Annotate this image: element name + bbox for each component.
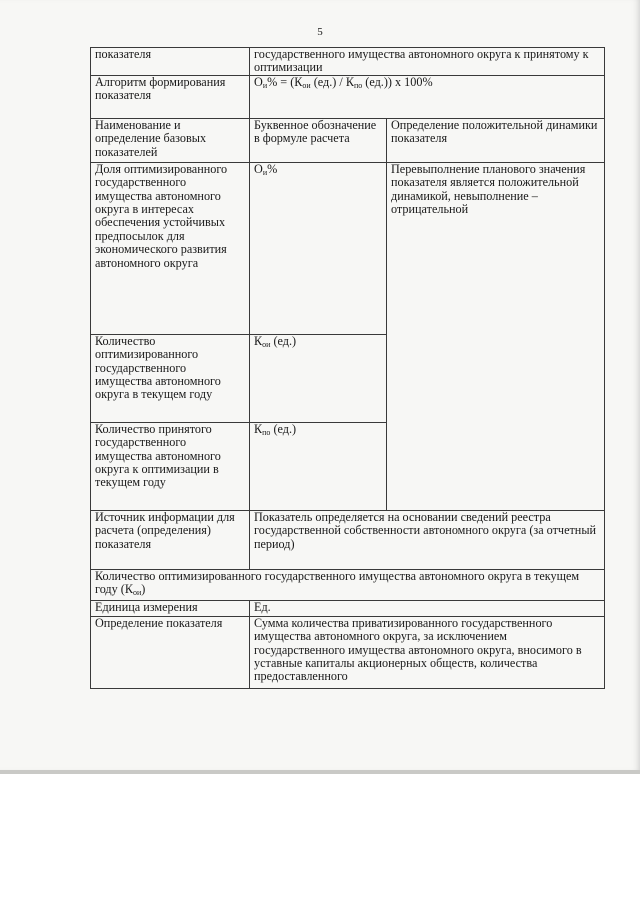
row-value: Сумма количества приватизированного государственного имущества автономного округа, за исключением государственного имущества автономного округа, вносимого в уставные капиталы акционерных обществ, количества предоставленного bbox=[250, 616, 605, 688]
symbol-sub: и bbox=[262, 167, 268, 177]
row-label: Источник информации для расчета (определения) показателя bbox=[91, 510, 250, 569]
formula-part: О bbox=[254, 75, 263, 89]
letter-designation bbox=[250, 422, 387, 510]
column-header: Буквенное обозначение в формуле расчета bbox=[250, 118, 387, 162]
table-row bbox=[91, 162, 605, 334]
formula-part: (ед.)) х 100% bbox=[362, 75, 433, 89]
symbol-sub: по bbox=[262, 427, 271, 437]
symbol: К bbox=[254, 334, 263, 348]
letter-designation bbox=[250, 334, 387, 422]
symbol: О bbox=[254, 162, 263, 176]
letter-designation bbox=[250, 162, 387, 334]
symbol-suffix: (ед.) bbox=[270, 334, 297, 348]
table-row bbox=[91, 510, 605, 569]
row-value: Ед. bbox=[250, 600, 605, 616]
table-row bbox=[91, 600, 605, 616]
table-header-row bbox=[91, 118, 605, 162]
symbol-sub: ои bbox=[262, 339, 271, 349]
column-header: Определение положительной динамики показателя bbox=[387, 118, 605, 162]
page-number: 5 bbox=[317, 26, 323, 38]
heading-sub: ои bbox=[132, 588, 142, 598]
table-row bbox=[91, 48, 605, 76]
section-heading-row bbox=[91, 569, 605, 600]
row-label: показателя bbox=[91, 48, 250, 76]
heading-text: Количество оптимизированного государственного имущества автономного округа в текущем году (К bbox=[95, 569, 580, 597]
row-label: Определение показателя bbox=[91, 616, 250, 688]
formula-sub: и bbox=[262, 80, 268, 90]
formula-part: % = (К bbox=[267, 75, 303, 89]
column-header: Наименование и определение базовых показателей bbox=[91, 118, 250, 162]
base-indicator-name: Количество принятого государственного имущества автономного округа к оптимизации в текущем году bbox=[91, 422, 250, 510]
formula-sub: по bbox=[353, 80, 363, 90]
table-row bbox=[91, 75, 605, 118]
row-label: Единица измерения bbox=[91, 600, 250, 616]
formula-cell bbox=[250, 75, 605, 118]
row-value: Показатель определяется на основании сведений реестра государственной собственности автономного округа (за отчетный период) bbox=[250, 510, 605, 569]
heading-end: ) bbox=[141, 582, 146, 597]
formula-sub: ои bbox=[302, 80, 311, 90]
base-indicator-name: Доля оптимизированного государственного имущества автономного округа в интересах обеспечения устойчивых предпосылок для экономического развития автономного округа bbox=[91, 162, 250, 334]
positive-dynamics-definition: Перевыполнение планового значения показателя является положительной динамикой, невыполнение – отрицательной bbox=[387, 162, 605, 510]
indicator-table bbox=[90, 47, 605, 689]
row-label: Алгоритм формирования показателя bbox=[91, 75, 250, 118]
section-heading bbox=[91, 569, 605, 600]
symbol-suffix: % bbox=[267, 162, 278, 176]
base-indicator-name: Количество оптимизированного государственного имущества автономного округа в текущем году bbox=[91, 334, 250, 422]
formula-part: (ед.) / К bbox=[310, 75, 354, 89]
table-row bbox=[91, 616, 605, 688]
symbol-suffix: (ед.) bbox=[270, 422, 297, 436]
row-value: государственного имущества автономного округа к принятому к оптимизации bbox=[250, 48, 605, 76]
symbol: К bbox=[254, 422, 263, 436]
